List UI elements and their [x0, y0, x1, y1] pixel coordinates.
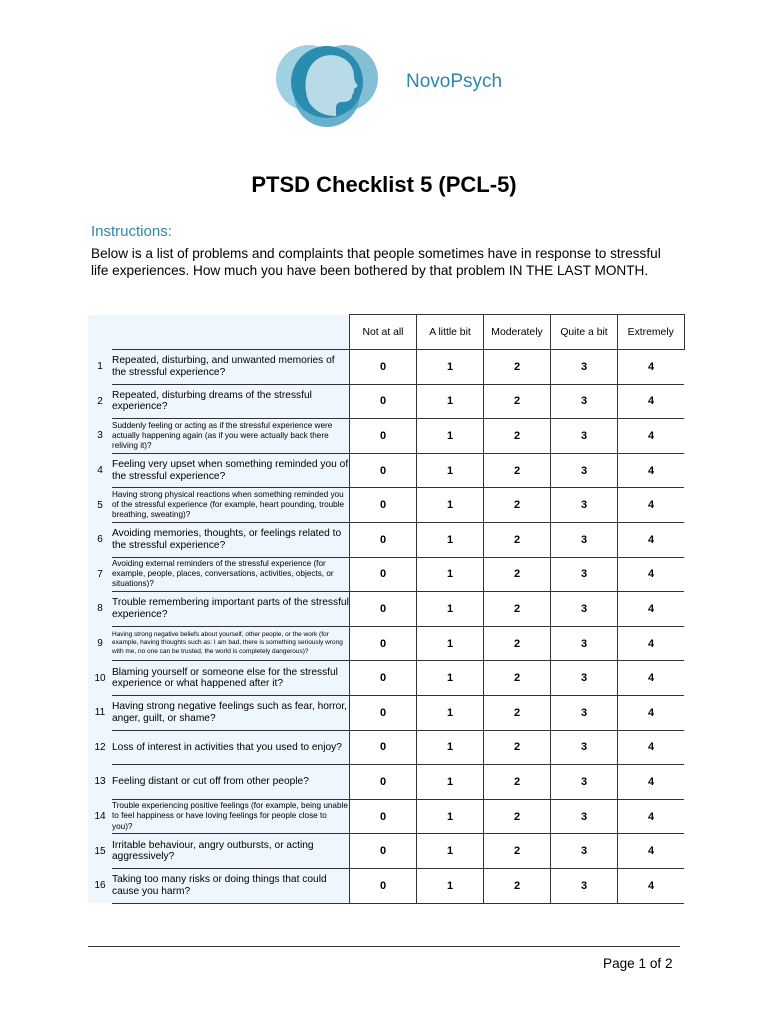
table-row: [88, 453, 684, 488]
score-option[interactable]: 1: [417, 592, 484, 627]
score-option[interactable]: 1: [417, 868, 484, 903]
score-option[interactable]: 1: [417, 695, 484, 730]
score-option[interactable]: 0: [350, 419, 417, 454]
score-option[interactable]: 4: [618, 453, 685, 488]
score-option[interactable]: 2: [484, 557, 551, 592]
item-text: Repeated, disturbing dreams of the stressful experience?: [112, 384, 350, 419]
score-option[interactable]: 0: [350, 765, 417, 800]
score-option[interactable]: 1: [417, 419, 484, 454]
score-option[interactable]: 3: [551, 730, 618, 765]
score-option[interactable]: 1: [417, 626, 484, 661]
score-option[interactable]: 4: [618, 695, 685, 730]
table-row: [88, 834, 684, 869]
item-text: Irritable behaviour, angry outbursts, or acting aggressively?: [112, 834, 350, 869]
score-option[interactable]: 2: [484, 799, 551, 834]
score-option[interactable]: 1: [417, 765, 484, 800]
score-option[interactable]: 4: [618, 384, 685, 419]
item-number: 5: [88, 488, 112, 523]
score-option[interactable]: 3: [551, 661, 618, 696]
column-header: Moderately: [484, 315, 551, 350]
score-option[interactable]: 0: [350, 868, 417, 903]
item-number: 15: [88, 834, 112, 869]
table-row: [88, 695, 684, 730]
score-option[interactable]: 2: [484, 592, 551, 627]
header-blank: [88, 315, 350, 350]
score-option[interactable]: 3: [551, 695, 618, 730]
score-option[interactable]: 3: [551, 626, 618, 661]
item-text: Avoiding external reminders of the stressful experience (for example, people, places, conversations, activities, objects, or situations)?: [112, 557, 350, 592]
score-option[interactable]: 3: [551, 384, 618, 419]
table-row: [88, 488, 684, 523]
novopsych-logo-icon: [272, 34, 382, 130]
item-text: Repeated, disturbing, and unwanted memories of the stressful experience?: [112, 350, 350, 385]
score-option[interactable]: 0: [350, 626, 417, 661]
column-header: Extremely: [618, 315, 685, 350]
table-row: [88, 522, 684, 557]
score-option[interactable]: 0: [350, 695, 417, 730]
column-header: Quite a bit: [551, 315, 618, 350]
score-option[interactable]: 2: [484, 695, 551, 730]
item-number: 4: [88, 453, 112, 488]
score-option[interactable]: 3: [551, 868, 618, 903]
page-title: PTSD Checklist 5 (PCL-5): [251, 172, 517, 197]
footer-divider: [88, 946, 680, 947]
score-option[interactable]: 3: [551, 522, 618, 557]
score-option[interactable]: 1: [417, 453, 484, 488]
score-option[interactable]: 1: [417, 557, 484, 592]
table-row: [88, 419, 684, 454]
item-text: Trouble remembering important parts of the stressful experience?: [112, 592, 350, 627]
item-text: Suddenly feeling or acting as if the stressful experience were actually happening again (as if you were actually back there reliving it)?: [112, 419, 350, 454]
score-option[interactable]: 3: [551, 557, 618, 592]
score-option[interactable]: 4: [618, 488, 685, 523]
score-option[interactable]: 0: [350, 488, 417, 523]
score-option[interactable]: 4: [618, 868, 685, 903]
item-text: Feeling very upset when something reminded you of the stressful experience?: [112, 453, 350, 488]
instructions-heading: Instructions:: [91, 223, 172, 240]
score-option[interactable]: 3: [551, 799, 618, 834]
instructions-text: Below is a list of problems and complaints that people sometimes have in response to stressful life experiences. How much you have been bothered by that problem IN THE LAST MONTH.: [91, 246, 661, 278]
score-option[interactable]: 1: [417, 661, 484, 696]
score-option[interactable]: 4: [618, 557, 685, 592]
item-number: 11: [88, 695, 112, 730]
score-option[interactable]: 3: [551, 488, 618, 523]
score-option[interactable]: 0: [350, 592, 417, 627]
score-option[interactable]: 2: [484, 453, 551, 488]
score-option[interactable]: 1: [417, 488, 484, 523]
pcl5-table: [88, 314, 685, 904]
table-row: [88, 626, 684, 661]
score-option[interactable]: 2: [484, 350, 551, 385]
item-text: Avoiding memories, thoughts, or feelings related to the stressful experience?: [112, 522, 350, 557]
table-row: [88, 557, 684, 592]
score-option[interactable]: 3: [551, 419, 618, 454]
score-option[interactable]: 0: [350, 730, 417, 765]
item-text: Having strong negative beliefs about yourself, other people, or the work (for example, having thoughts such as: I am bad, there is something seriously wrong with me, no one can be trusted, the world is completely dangerous)?: [112, 626, 350, 661]
item-text: Loss of interest in activities that you used to enjoy?: [112, 730, 350, 765]
score-option[interactable]: 2: [484, 834, 551, 869]
score-option[interactable]: 1: [417, 350, 484, 385]
score-option[interactable]: 3: [551, 592, 618, 627]
item-number: 14: [88, 799, 112, 834]
table-row: [88, 350, 684, 385]
item-text: Feeling distant or cut off from other people?: [112, 765, 350, 800]
score-option[interactable]: 0: [350, 384, 417, 419]
item-text: Taking too many risks or doing things that could cause you harm?: [112, 868, 350, 903]
column-header: A little bit: [417, 315, 484, 350]
item-number: 2: [88, 384, 112, 419]
score-option[interactable]: 3: [551, 350, 618, 385]
table-row: [88, 592, 684, 627]
score-option[interactable]: 4: [618, 419, 685, 454]
table-row: [88, 765, 684, 800]
score-option[interactable]: 0: [350, 522, 417, 557]
score-option[interactable]: 2: [484, 522, 551, 557]
item-text: Having strong physical reactions when something reminded you of the stressful experience (for example, heart pounding, trouble breathing, sweating)?: [112, 488, 350, 523]
score-option[interactable]: 0: [350, 557, 417, 592]
brand-name: NovoPsych: [406, 71, 503, 92]
score-option[interactable]: 4: [618, 350, 685, 385]
score-option[interactable]: 3: [551, 834, 618, 869]
item-number: 1: [88, 350, 112, 385]
score-option[interactable]: 2: [484, 661, 551, 696]
score-option[interactable]: 4: [618, 765, 685, 800]
score-option[interactable]: 0: [350, 453, 417, 488]
item-number: 13: [88, 765, 112, 800]
score-option[interactable]: 2: [484, 868, 551, 903]
score-option[interactable]: 1: [417, 384, 484, 419]
item-number: 7: [88, 557, 112, 592]
score-option[interactable]: 0: [350, 799, 417, 834]
score-option[interactable]: 3: [551, 765, 618, 800]
score-option[interactable]: 0: [350, 350, 417, 385]
table-header-row: [88, 315, 684, 350]
score-option[interactable]: 3: [551, 453, 618, 488]
score-option[interactable]: 4: [618, 730, 685, 765]
score-option[interactable]: 4: [618, 522, 685, 557]
score-option[interactable]: 4: [618, 834, 685, 869]
score-option[interactable]: 0: [350, 661, 417, 696]
score-option[interactable]: 4: [618, 626, 685, 661]
score-option[interactable]: 2: [484, 384, 551, 419]
page-number: Page 1 of 2: [603, 956, 673, 971]
item-number: 3: [88, 419, 112, 454]
table-row: [88, 384, 684, 419]
table-row: [88, 868, 684, 903]
score-option[interactable]: 2: [484, 488, 551, 523]
score-option[interactable]: 2: [484, 765, 551, 800]
item-text: Having strong negative feelings such as fear, horror, anger, guilt, or shame?: [112, 695, 350, 730]
score-option[interactable]: 4: [618, 661, 685, 696]
item-number: 10: [88, 661, 112, 696]
score-option[interactable]: 1: [417, 522, 484, 557]
score-option[interactable]: 2: [484, 730, 551, 765]
table-row: [88, 799, 684, 834]
score-option[interactable]: 4: [618, 799, 685, 834]
table-row: [88, 661, 684, 696]
score-option[interactable]: 1: [417, 834, 484, 869]
score-option[interactable]: 2: [484, 419, 551, 454]
score-option[interactable]: 1: [417, 730, 484, 765]
score-option[interactable]: 4: [618, 592, 685, 627]
item-number: 8: [88, 592, 112, 627]
score-option[interactable]: 2: [484, 626, 551, 661]
item-number: 12: [88, 730, 112, 765]
score-option[interactable]: 1: [417, 799, 484, 834]
item-number: 6: [88, 522, 112, 557]
item-number: 9: [88, 626, 112, 661]
item-number: 16: [88, 868, 112, 903]
column-header: Not at all: [350, 315, 417, 350]
table-row: [88, 730, 684, 765]
score-option[interactable]: 0: [350, 834, 417, 869]
item-text: Blaming yourself or someone else for the stressful experience or what happened after it?: [112, 661, 350, 696]
item-text: Trouble experiencing positive feelings (for example, being unable to feel happiness or have loving feelings for people close to you)?: [112, 799, 350, 834]
